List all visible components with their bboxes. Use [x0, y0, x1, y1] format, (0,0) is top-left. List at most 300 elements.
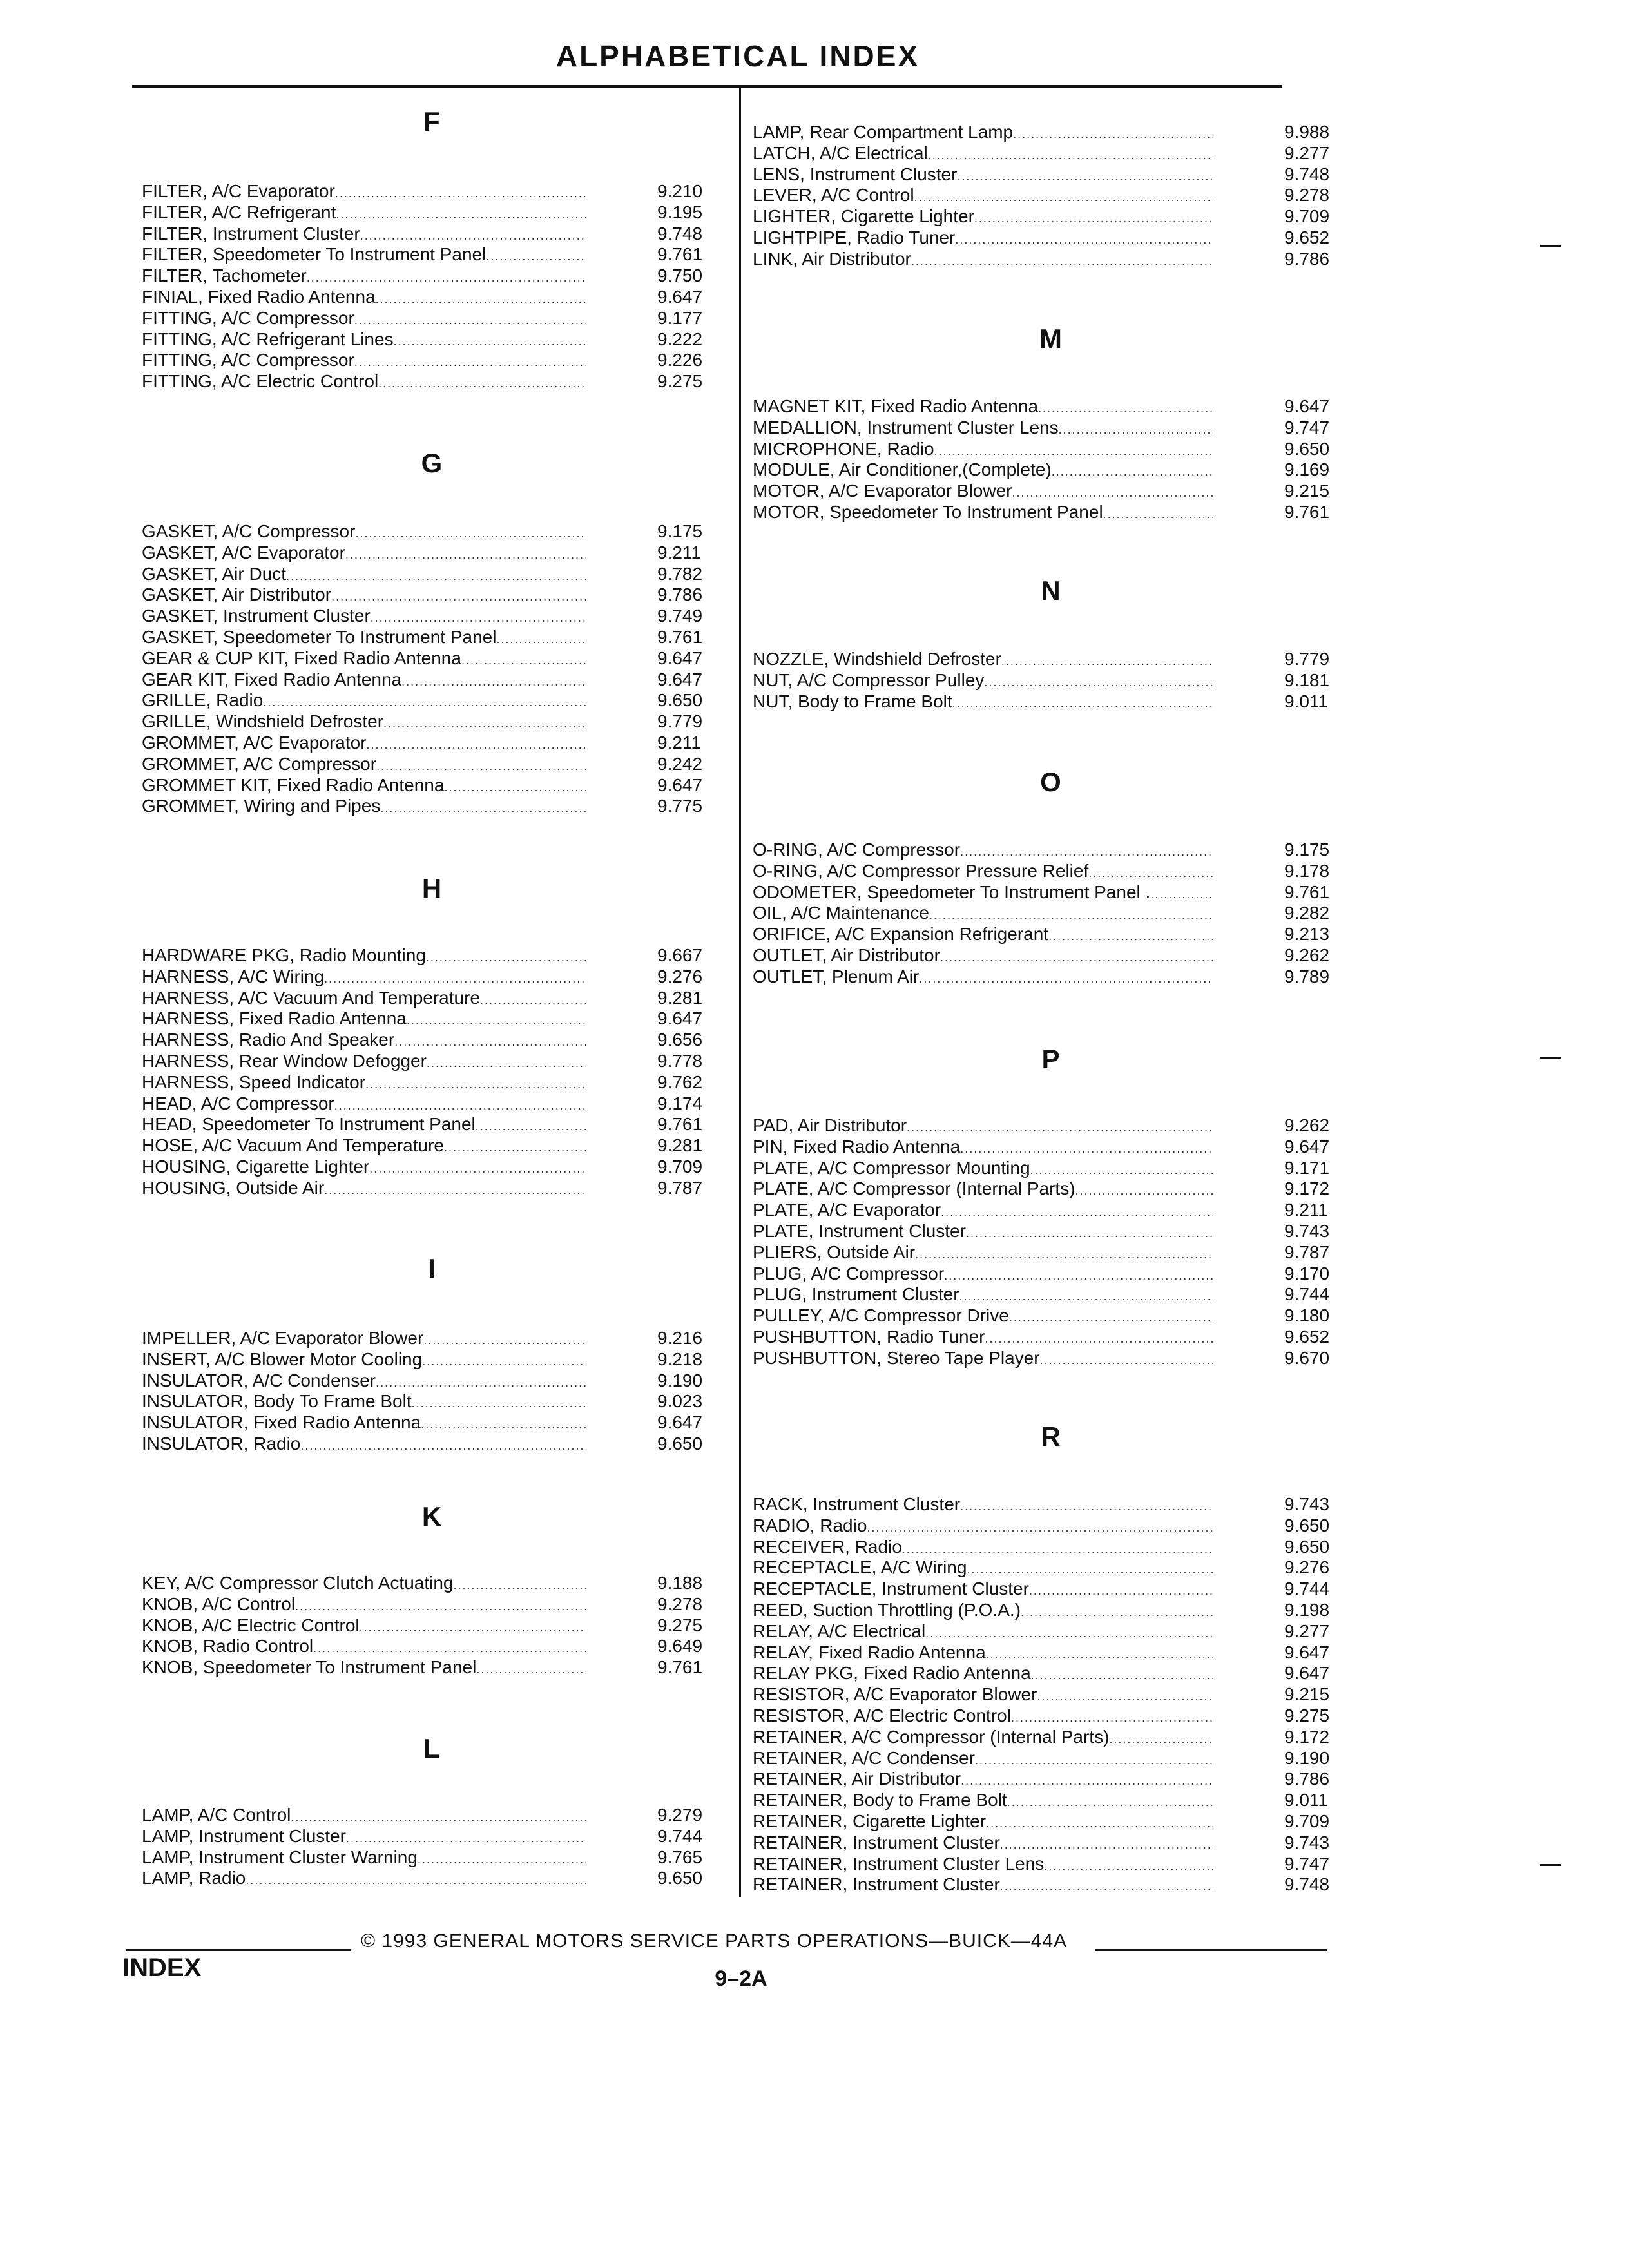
entry-label: LEVER, A/C Control: [753, 185, 914, 206]
dot-leader: [421, 1412, 586, 1436]
dot-leader: [915, 1242, 1213, 1265]
dot-leader: [1075, 1178, 1213, 1202]
dot-leader: [295, 1593, 586, 1617]
index-entry: [142, 711, 722, 732]
dot-leader: [867, 1515, 1213, 1539]
entry-page-ref: 9.647: [657, 1412, 703, 1433]
dot-leader: [360, 223, 586, 247]
index-entry: [142, 648, 722, 669]
dot-leader: [286, 563, 586, 587]
entry-label: NUT, Body to Frame Bolt: [753, 691, 952, 711]
entry-label: INSULATOR, Fixed Radio Antenna: [142, 1412, 421, 1433]
dot-leader: [1012, 480, 1214, 504]
index-entry: [753, 1662, 1349, 1684]
index-entry: [753, 1494, 1349, 1515]
entry-page-ref: 9.242: [657, 753, 703, 774]
entry-page-ref: 9.747: [1284, 417, 1330, 437]
dot-leader: [345, 542, 586, 566]
entry-label: LAMP, A/C Control: [142, 1805, 291, 1825]
entry-label: GASKET, Speedometer To Instrument Panel: [142, 627, 497, 647]
entry-page-ref: 9.650: [1284, 1536, 1330, 1557]
index-entry: [753, 164, 1349, 185]
entry-label: GASKET, Instrument Cluster: [142, 606, 371, 626]
dot-leader: [944, 1263, 1213, 1287]
entry-label: RELAY PKG, Fixed Radio Antenna: [753, 1663, 1031, 1684]
dot-leader: [354, 349, 586, 373]
entry-label: FINIAL, Fixed Radio Antenna: [142, 287, 376, 307]
entry-label: GASKET, A/C Compressor: [142, 521, 356, 541]
dot-leader: [1088, 860, 1213, 884]
entry-page-ref: 9.988: [1284, 122, 1330, 142]
index-entry: [142, 1615, 722, 1636]
entry-label: RETAINER, A/C Condenser: [753, 1747, 975, 1768]
entry-label: KNOB, Radio Control: [142, 1636, 314, 1657]
entry-label: FILTER, Instrument Cluster: [142, 223, 360, 244]
entry-label: INSULATOR, Body To Frame Bolt: [142, 1391, 412, 1412]
entry-page-ref: 9.275: [1284, 1706, 1330, 1725]
dot-leader: [955, 227, 1213, 251]
index-entry: [142, 1867, 722, 1888]
index-entry: [753, 648, 1349, 669]
entry-label: FITTING, A/C Refrigerant Lines: [142, 329, 394, 349]
dot-leader: [1030, 1157, 1213, 1181]
entry-label: IMPELLER, A/C Evaporator Blower: [142, 1328, 424, 1348]
index-entry: [753, 881, 1349, 903]
entry-page-ref: 9.743: [1284, 1221, 1330, 1241]
dot-leader: [335, 180, 586, 204]
index-entry: [142, 605, 722, 626]
index-entry: [142, 753, 722, 774]
entry-page-ref: 9.761: [657, 244, 703, 265]
entry-label: FITTING, A/C Compressor: [142, 350, 354, 370]
entry-label: FILTER, Tachometer: [142, 265, 307, 286]
dot-leader: [1001, 648, 1213, 672]
entry-label: PAD, Air Distributor: [753, 1115, 907, 1135]
entry-page-ref: 9.743: [1284, 1494, 1330, 1514]
entry-page-ref: 9.762: [657, 1072, 703, 1092]
index-entry: [753, 902, 1349, 923]
entry-page-ref: 9.761: [657, 1114, 703, 1135]
dot-leader: [380, 795, 586, 819]
entry-label: RETAINER, Instrument Cluster: [753, 1832, 1000, 1852]
entry-page-ref: 9.750: [657, 265, 703, 286]
index-entry: [753, 1326, 1349, 1347]
entry-label: ORIFICE, A/C Expansion Refrigerant: [753, 924, 1049, 945]
entry-label: HEAD, Speedometer To Instrument Panel: [142, 1114, 476, 1135]
section-letter: N: [1041, 575, 1061, 606]
dot-leader: [1011, 1705, 1213, 1729]
section-letter: G: [421, 448, 443, 478]
index-entry: [142, 1349, 722, 1370]
dot-leader: [378, 370, 586, 394]
entry-label: PLATE, Instrument Cluster: [753, 1221, 966, 1241]
index-entry: [142, 966, 722, 987]
entry-label: LENS, Instrument Cluster: [753, 164, 958, 184]
entry-page-ref: 9.218: [657, 1349, 703, 1369]
index-entry: [753, 1220, 1349, 1242]
entry-label: FITTING, A/C Electric Control: [142, 371, 379, 392]
section-letter: K: [421, 1501, 442, 1532]
entry-page-ref: 9.744: [1284, 1579, 1330, 1599]
dot-leader: [1044, 1853, 1213, 1877]
entry-page-ref: 9.195: [657, 202, 703, 222]
entry-page-ref: 9.647: [657, 287, 703, 307]
index-entry: [753, 459, 1349, 480]
index-entry: [142, 732, 722, 753]
dot-leader: [975, 1747, 1213, 1771]
entry-label: RETAINER, Cigarette Lighter: [753, 1811, 987, 1831]
index-entry: [753, 691, 1349, 712]
dot-leader: [367, 732, 586, 756]
dot-leader: [925, 1620, 1213, 1644]
dot-leader: [461, 648, 586, 671]
dot-leader: [914, 184, 1213, 208]
dot-leader: [476, 1113, 586, 1137]
entry-page-ref: 9.222: [657, 329, 703, 349]
entry-label: GASKET, A/C Evaporator: [142, 542, 345, 562]
index-entry: [753, 860, 1349, 881]
entry-label: KNOB, A/C Electric Control: [142, 1615, 360, 1635]
index-entry: [753, 1515, 1349, 1536]
index-entry: [142, 626, 722, 648]
dot-leader: [986, 1642, 1213, 1666]
index-entry: [142, 223, 722, 244]
entry-label: HARNESS, Fixed Radio Antenna: [142, 1008, 407, 1029]
section-letter: H: [421, 873, 442, 903]
margin-tick-mark: [1540, 1864, 1561, 1866]
entry-page-ref: 9.198: [1284, 1600, 1330, 1620]
entry-page-ref: 9.786: [1284, 248, 1330, 269]
entry-page-ref: 9.190: [657, 1370, 703, 1390]
entry-page-ref: 9.744: [1284, 1284, 1330, 1305]
entry-page-ref: 9.747: [1284, 1853, 1330, 1874]
entry-label: RETAINER, A/C Compressor (Internal Parts): [753, 1726, 1110, 1747]
entry-page-ref: 9.277: [1284, 1620, 1330, 1641]
dot-leader: [1013, 121, 1213, 145]
entry-page-ref: 9.275: [657, 371, 703, 392]
index-entry: [142, 265, 722, 286]
entry-page-ref: 9.011: [1284, 1790, 1328, 1811]
index-entry: [753, 184, 1349, 206]
dot-leader: [907, 1115, 1213, 1139]
entry-label: PLATE, A/C Evaporator: [753, 1200, 941, 1220]
index-entry: [142, 1390, 722, 1412]
entry-label: GASKET, Air Duct: [142, 563, 287, 584]
entry-label: RECEIVER, Radio: [753, 1536, 902, 1557]
entry-page-ref: 9.761: [657, 1657, 703, 1678]
dot-leader: [376, 1370, 586, 1394]
entry-label: RECEPTACLE, Instrument Cluster: [753, 1579, 1029, 1599]
index-entry: [753, 1789, 1349, 1811]
index-entry: [142, 1370, 722, 1391]
entry-page-ref: 9.281: [657, 1135, 703, 1156]
index-entry: [753, 480, 1349, 501]
page-title: ALPHABETICAL INDEX: [555, 39, 920, 73]
header-rule: [132, 85, 1282, 88]
index-entry: [142, 584, 722, 605]
dot-leader: [371, 605, 586, 629]
entry-label: PUSHBUTTON, Stereo Tape Player: [753, 1347, 1040, 1368]
entry-label: RETAINER, Air Distributor: [753, 1769, 961, 1789]
entry-label: INSERT, A/C Blower Motor Cooling: [142, 1349, 423, 1369]
entry-page-ref: 9.278: [1284, 185, 1330, 206]
dot-leader: [919, 966, 1213, 990]
entry-label: PUSHBUTTON, Radio Tuner: [753, 1327, 985, 1347]
entry-label: INSULATOR, Radio: [142, 1434, 301, 1454]
entry-page-ref: 9.652: [1284, 1327, 1330, 1347]
dot-leader: [313, 1635, 586, 1659]
index-entry: [142, 542, 722, 563]
index-entry: [753, 1347, 1349, 1369]
index-entry: [753, 142, 1349, 164]
dot-leader: [407, 1008, 586, 1032]
entry-label: RETAINER, Instrument Cluster: [753, 1874, 1000, 1895]
index-entry: [753, 1178, 1349, 1199]
entry-label: PLIERS, Outside Air: [753, 1242, 916, 1262]
entry-label: FILTER, A/C Refrigerant: [142, 202, 336, 222]
index-entry: [753, 1599, 1349, 1620]
index-entry: [753, 206, 1349, 227]
entry-page-ref: 9.650: [657, 690, 703, 711]
entry-page-ref: 9.650: [1284, 1515, 1330, 1535]
index-entry: [142, 1657, 722, 1678]
entry-label: PLUG, Instrument Cluster: [753, 1284, 959, 1305]
index-entry: [142, 286, 722, 307]
index-entry: [753, 1642, 1349, 1663]
dot-leader: [1109, 1726, 1213, 1750]
entry-label: HEAD, A/C Compressor: [142, 1093, 334, 1113]
entry-label: REED, Suction Throttling (P.O.A.): [753, 1600, 1021, 1620]
entry-label: GROMMET, A/C Compressor: [142, 753, 377, 774]
entry-page-ref: 9.656: [657, 1030, 703, 1050]
index-entry: [753, 1705, 1349, 1726]
dot-leader: [1029, 1578, 1213, 1602]
index-entry: [753, 1305, 1349, 1326]
index-entry: [753, 1832, 1349, 1853]
section-letter: L: [423, 1733, 440, 1763]
dot-leader: [1059, 417, 1213, 441]
entry-page-ref: 9.778: [657, 1051, 703, 1071]
index-entry: [142, 329, 722, 350]
entry-label: HOSE, A/C Vacuum And Temperature: [142, 1135, 444, 1156]
entry-page-ref: 9.649: [657, 1636, 703, 1657]
index-entry: [753, 1768, 1349, 1789]
dot-leader: [307, 265, 586, 289]
dot-leader: [324, 1177, 586, 1201]
dot-leader: [418, 1847, 586, 1870]
entry-page-ref: 9.177: [657, 307, 703, 328]
entry-page-ref: 9.775: [657, 796, 703, 816]
entry-page-ref: 9.647: [657, 648, 703, 668]
entry-page-ref: 9.743: [1284, 1832, 1330, 1852]
index-entry: [142, 1593, 722, 1615]
entry-page-ref: 9.171: [1284, 1157, 1330, 1178]
dot-leader: [346, 1825, 586, 1849]
entry-page-ref: 9.172: [1284, 1178, 1330, 1199]
entry-label: KEY, A/C Compressor Clutch Actuating: [142, 1573, 454, 1593]
index-entry: [142, 349, 722, 370]
entry-label: GRILLE, Radio: [142, 690, 264, 711]
footer-copyright: © 1993 GENERAL MOTORS SERVICE PARTS OPERATIONS—BUICK—44A: [361, 1930, 1068, 1952]
section-letter: O: [1040, 767, 1061, 797]
section-letter: I: [428, 1253, 436, 1283]
index-entry: [753, 1747, 1349, 1769]
dot-leader: [986, 1811, 1213, 1834]
index-entry: [753, 1874, 1349, 1895]
entry-label: NUT, A/C Compressor Pulley: [753, 669, 985, 690]
entry-page-ref: 9.172: [1284, 1726, 1330, 1747]
dot-leader: [423, 1327, 586, 1351]
entry-label: NOZZLE, Windshield Defroster: [753, 649, 1001, 669]
entry-page-ref: 9.749: [657, 606, 703, 626]
entry-label: LIGHTPIPE, Radio Tuner: [753, 227, 956, 247]
entry-page-ref: 9.748: [1284, 1874, 1330, 1895]
dot-leader: [476, 1657, 586, 1680]
entry-label: RADIO, Radio: [753, 1515, 867, 1535]
dot-leader: [984, 669, 1213, 693]
entry-page-ref: 9.782: [657, 563, 703, 584]
entry-label: OIL, A/C Maintenance: [753, 903, 929, 923]
entry-page-ref: 9.670: [1284, 1347, 1330, 1368]
dot-leader: [902, 1536, 1213, 1560]
index-entry: [753, 1536, 1349, 1557]
entry-label: RELAY, Fixed Radio Antenna: [753, 1642, 986, 1662]
entry-page-ref: 9.213: [1284, 924, 1330, 945]
dot-leader: [354, 307, 586, 331]
entry-page-ref: 9.709: [657, 1157, 703, 1177]
entry-label: HARDWARE PKG, Radio Mounting: [142, 945, 426, 965]
entry-page-ref: 9.211: [657, 542, 701, 562]
entry-page-ref: 9.650: [657, 1868, 703, 1888]
dot-leader: [334, 1093, 586, 1117]
entry-label: GROMMET, Wiring and Pipes: [142, 796, 381, 816]
margin-tick-mark: [1540, 1057, 1561, 1059]
index-entry: [142, 202, 722, 223]
entry-label: HOUSING, Outside Air: [142, 1177, 325, 1198]
dot-leader: [496, 626, 586, 650]
index-entry: [753, 1242, 1349, 1263]
index-entry: [753, 923, 1349, 945]
index-entry: [142, 244, 722, 265]
dot-leader: [360, 1615, 586, 1639]
entry-label: PULLEY, A/C Compressor Drive: [753, 1305, 1009, 1326]
dot-leader: [957, 164, 1213, 187]
entry-page-ref: 9.216: [657, 1328, 703, 1348]
entry-page-ref: 9.761: [657, 627, 703, 647]
entry-page-ref: 9.779: [657, 711, 703, 732]
dot-leader: [300, 1433, 586, 1457]
entry-label: KNOB, Speedometer To Instrument Panel: [142, 1657, 477, 1678]
index-entry: [142, 1008, 722, 1029]
index-entry: [142, 180, 722, 202]
entry-page-ref: 9.215: [1284, 1684, 1330, 1705]
dot-leader: [1150, 881, 1213, 905]
dot-leader: [486, 244, 586, 267]
dot-leader: [394, 1029, 586, 1053]
entry-label: GEAR KIT, Fixed Radio Antenna: [142, 669, 402, 689]
entry-label: O-RING, A/C Compressor Pressure Relief: [753, 860, 1089, 881]
index-entry: [753, 1557, 1349, 1578]
dot-leader: [1009, 1305, 1213, 1329]
entry-page-ref: 9.748: [1284, 164, 1330, 184]
dot-leader: [394, 329, 586, 352]
entry-page-ref: 9.647: [1284, 396, 1330, 416]
entry-page-ref: 9.279: [657, 1805, 703, 1825]
index-entry: [142, 1572, 722, 1593]
entry-page-ref: 9.787: [1284, 1242, 1330, 1262]
dot-leader: [263, 689, 586, 713]
entry-label: LINK, Air Distributor: [753, 248, 911, 269]
dot-leader: [444, 1135, 586, 1158]
index-entry: [753, 1620, 1349, 1642]
footer-rule-right: [1095, 1949, 1327, 1951]
dot-leader: [422, 1349, 586, 1372]
entry-label: O-RING, A/C Compressor: [753, 840, 961, 860]
entry-label: GROMMET KIT, Fixed Radio Antenna: [142, 774, 445, 795]
dot-leader: [1048, 923, 1213, 947]
index-entry: [753, 1157, 1349, 1178]
entry-label: PLATE, A/C Compressor Mounting: [753, 1157, 1030, 1178]
dot-leader: [952, 691, 1213, 715]
entry-label: HARNESS, A/C Vacuum And Temperature: [142, 987, 480, 1008]
index-entry: [753, 248, 1349, 269]
entry-label: GASKET, Air Distributor: [142, 584, 332, 605]
entry-label: GROMMET, A/C Evaporator: [142, 733, 367, 753]
dot-leader: [401, 669, 586, 693]
entry-label: HARNESS, Radio And Speaker: [142, 1030, 395, 1050]
dot-leader: [911, 248, 1213, 272]
entry-page-ref: 9.276: [1284, 1557, 1330, 1578]
section-letter: R: [1041, 1421, 1061, 1452]
entry-page-ref: 9.175: [657, 521, 703, 541]
entry-label: LAMP, Radio: [142, 1868, 246, 1888]
entry-label: HARNESS, Rear Window Defogger: [142, 1051, 427, 1071]
dot-leader: [961, 1768, 1213, 1792]
entry-page-ref: 9.282: [1284, 903, 1330, 923]
entry-page-ref: 9.181: [1284, 669, 1330, 690]
entry-page-ref: 9.277: [1284, 142, 1330, 163]
entry-page-ref: 9.647: [1284, 1663, 1330, 1684]
entry-page-ref: 9.709: [1284, 1811, 1330, 1831]
dot-leader: [941, 1199, 1213, 1223]
dot-leader: [412, 1390, 586, 1414]
dot-leader: [246, 1867, 586, 1891]
dot-leader: [369, 1156, 586, 1180]
entry-page-ref: 9.262: [1284, 945, 1330, 965]
dot-leader: [959, 1283, 1213, 1307]
entry-label: RACK, Instrument Cluster: [753, 1494, 961, 1514]
entry-page-ref: 9.650: [1284, 438, 1330, 459]
dot-leader: [929, 902, 1213, 926]
entry-page-ref: 9.789: [1284, 966, 1330, 986]
entry-page-ref: 9.761: [1284, 881, 1330, 902]
index-entry: [753, 839, 1349, 860]
index-entry: [753, 1263, 1349, 1284]
entry-label: LAMP, Rear Compartment Lamp: [753, 122, 1014, 142]
entry-page-ref: 9.647: [657, 1008, 703, 1029]
dot-leader: [324, 966, 586, 990]
index-entry: [142, 669, 722, 690]
entry-page-ref: 9.210: [657, 181, 703, 201]
index-entry: [753, 1684, 1349, 1705]
entry-page-ref: 9.647: [1284, 1136, 1330, 1157]
dot-leader: [376, 286, 586, 310]
index-entry: [142, 689, 722, 711]
index-entry: [142, 1327, 722, 1349]
index-entry: [753, 945, 1349, 966]
entry-page-ref: 9.709: [1284, 206, 1330, 227]
index-entry: [142, 1847, 722, 1868]
